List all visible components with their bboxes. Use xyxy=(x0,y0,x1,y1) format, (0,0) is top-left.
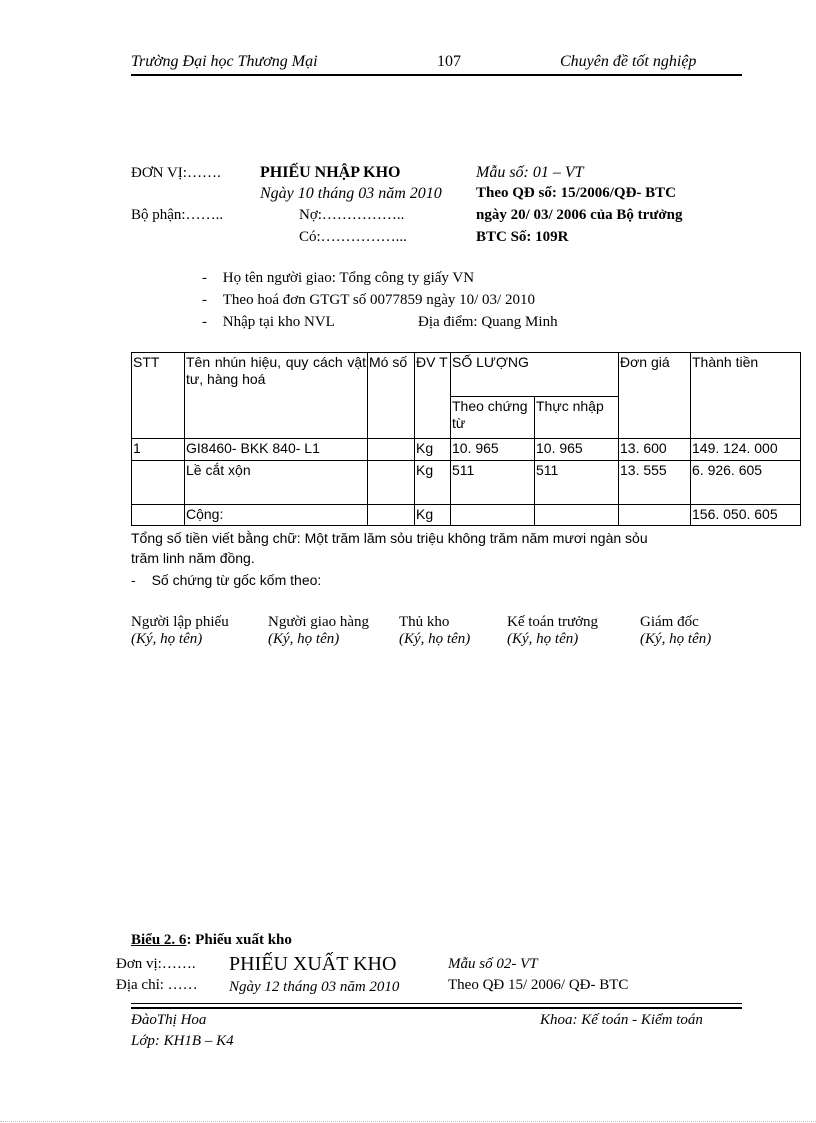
footer-rule-thick xyxy=(131,1007,742,1009)
cell-code xyxy=(368,439,415,461)
cell-unit: Kg xyxy=(415,439,451,461)
table-row xyxy=(132,439,801,461)
footer-author: ĐàoThị Hoa xyxy=(131,1012,207,1028)
total-unit: Kg xyxy=(415,505,451,526)
footer-rule-thin xyxy=(131,1003,742,1004)
signature-note: (Ký, họ tên) xyxy=(507,631,579,647)
signature-note: (Ký, họ tên) xyxy=(131,631,203,647)
info-item: - Họ tên người giao: Tổng công ty giấy VN xyxy=(202,270,475,286)
header-rule xyxy=(131,74,742,76)
signature-note: (Ký, họ tên) xyxy=(640,631,712,647)
cell-qty-doc xyxy=(451,505,535,526)
cell-price xyxy=(619,505,691,526)
cell-code xyxy=(368,461,415,505)
issue-unit-label: Đơn vị:……. xyxy=(116,956,196,972)
decision-line-1: Theo QĐ số: 15/2006/QĐ- BTC xyxy=(476,185,677,201)
attached-docs: - Số chứng từ gốc kốm theo: xyxy=(131,572,322,588)
header-school: Trường Đại học Thương Mại xyxy=(131,53,318,70)
signature-note: (Ký, họ tên) xyxy=(399,631,471,647)
cell-qty-doc: 10. 965 xyxy=(451,439,535,461)
signature-role: Người lập phiếu xyxy=(131,614,229,630)
header-subject: Chuyên đề tốt nghiệp xyxy=(560,53,697,70)
dept-label: Bộ phận:…….. xyxy=(131,207,224,223)
col-header-code: Mó số xyxy=(368,353,415,439)
col-header-amount: Thành tiền xyxy=(691,353,801,439)
footer-faculty: Khoa: Kế toán - Kiểm toán xyxy=(540,1012,703,1028)
cell-amount: 6. 926. 605 xyxy=(691,461,801,505)
location-field: Địa điểm: Quang Minh xyxy=(418,314,558,330)
cell-price: 13. 555 xyxy=(619,461,691,505)
cell-stt xyxy=(132,461,185,505)
col-header-price: Đơn giá xyxy=(619,353,691,439)
cell-qty-actual: 511 xyxy=(535,461,619,505)
signature-block xyxy=(399,614,470,648)
receipt-title: PHIẾU NHẬP KHO xyxy=(260,164,401,181)
page-number: 107 xyxy=(437,53,461,70)
cell-stt xyxy=(132,505,185,526)
signature-role: Thủ kho xyxy=(399,614,450,630)
issue-form-number: Mẫu số 02- VT xyxy=(448,956,538,972)
total-label: Cộng: xyxy=(185,505,368,526)
signature-block xyxy=(640,614,711,648)
debit-field: Nợ:…………….. xyxy=(299,207,405,223)
issue-title: PHIẾU XUẤT KHO xyxy=(229,953,397,975)
cell-unit: Kg xyxy=(415,461,451,505)
credit-field: Có:……………... xyxy=(299,229,407,245)
cell-price: 13. 600 xyxy=(619,439,691,461)
signature-block xyxy=(507,614,598,648)
cell-qty-actual: 10. 965 xyxy=(535,439,619,461)
figure-caption: Biểu 2. 6: Phiếu xuất kho xyxy=(131,932,292,948)
info-item: - Theo hoá đơn GTGT số 0077859 ngày 10/ 03/ 2010 xyxy=(202,292,535,308)
amount-in-words-cont: trăm linh năm đồng. xyxy=(131,550,255,566)
cell-amount: 149. 124. 000 xyxy=(691,439,801,461)
col-header-name: Tên nhún hiệu, quy cách vật tư, hàng hoá xyxy=(185,353,368,439)
cell-qty-doc: 511 xyxy=(451,461,535,505)
signature-role: Người giao hàng xyxy=(268,614,370,630)
cell-name: GI8460- BKK 840- L1 xyxy=(185,439,368,461)
page-edge xyxy=(0,1121,816,1122)
issue-decision: Theo QĐ 15/ 2006/ QĐ- BTC xyxy=(448,977,629,993)
receipt-date: Ngày 10 tháng 03 năm 2010 xyxy=(260,185,442,202)
info-item: - Nhập tại kho NVL xyxy=(202,314,335,330)
table-row xyxy=(132,461,801,505)
footer-class: Lớp: KH1B – K4 xyxy=(131,1033,234,1049)
cell-qty-actual xyxy=(535,505,619,526)
issue-date: Ngày 12 tháng 03 năm 2010 xyxy=(229,979,400,995)
col-header-stt: STT xyxy=(132,353,185,439)
cell-code xyxy=(368,505,415,526)
signature-block xyxy=(268,614,369,648)
decision-line-2: ngày 20/ 03/ 2006 của Bộ trưởng xyxy=(476,207,683,223)
col-header-unit: ĐV T xyxy=(415,353,451,439)
amount-in-words: Tổng số tiền viết bằng chữ: Một trăm lăm sỏu triệu không trăm năm mươi ngàn sỏu xyxy=(131,530,648,546)
cell-name: Lề cắt xộn xyxy=(185,461,368,505)
signature-block xyxy=(131,614,229,648)
decision-line-3: BTC Số: 109R xyxy=(476,229,569,245)
table-total-row xyxy=(132,505,801,526)
issue-address-label: Địa chỉ: …… xyxy=(116,977,198,993)
col-header-qty-actual: Thực nhập xyxy=(535,397,619,439)
receipt-table xyxy=(131,352,801,526)
col-header-qty-doc: Theo chứng từ xyxy=(451,397,535,439)
signature-role: Giám đốc xyxy=(640,614,699,630)
col-header-quantity: SỐ LƯỢNG xyxy=(451,353,619,397)
total-amount: 156. 050. 605 xyxy=(691,505,801,526)
signature-note: (Ký, họ tên) xyxy=(268,631,340,647)
form-number: Mẫu số: 01 – VT xyxy=(476,164,584,181)
unit-label: ĐƠN VỊ:……. xyxy=(131,165,221,181)
cell-stt: 1 xyxy=(132,439,185,461)
signature-role: Kế toán trưởng xyxy=(507,614,599,630)
